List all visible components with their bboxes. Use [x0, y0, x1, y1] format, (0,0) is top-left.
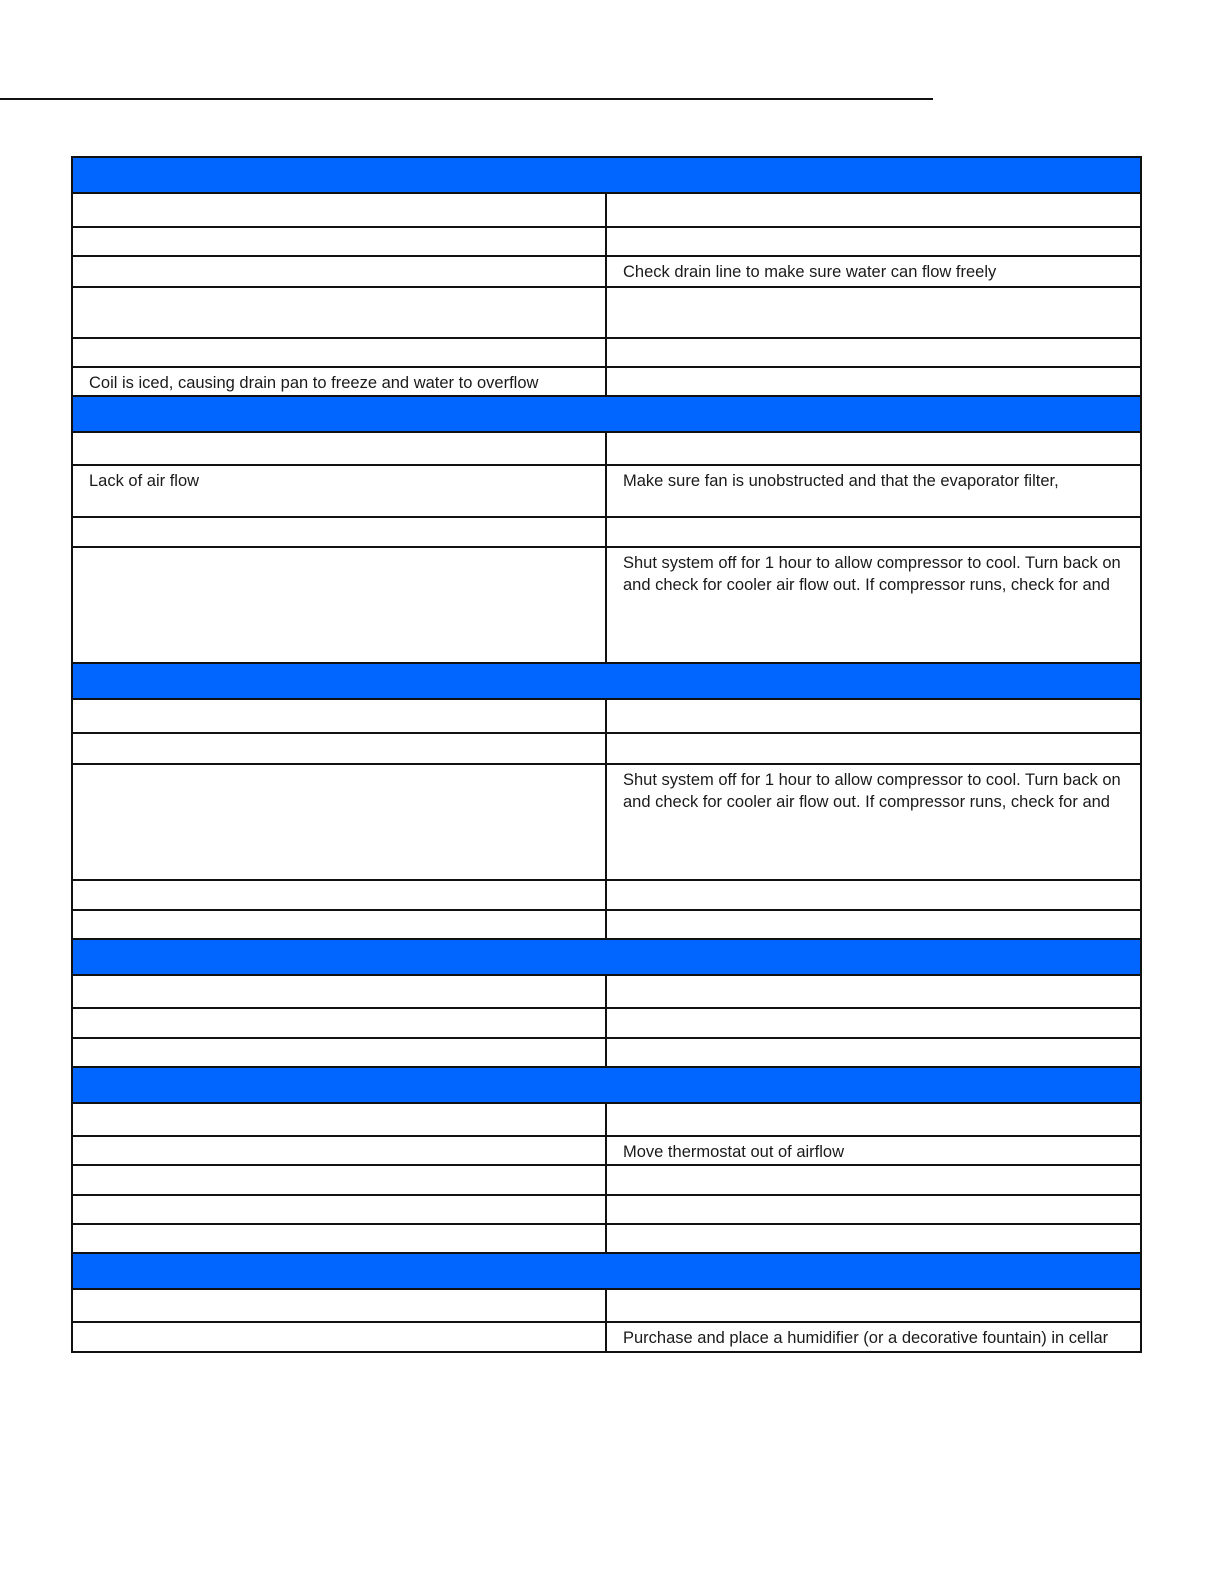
solution-cell [606, 1195, 1141, 1224]
table-row [72, 880, 1141, 910]
problem-cell [72, 193, 606, 227]
section-header [72, 1067, 1141, 1103]
solution-cell [606, 975, 1141, 1008]
problem-cell [72, 764, 606, 880]
problem-cell [72, 1038, 606, 1067]
table-row [72, 764, 1141, 880]
table-row [72, 975, 1141, 1008]
solution-cell: Move thermostat out of airflow [606, 1136, 1141, 1165]
problem-cell [72, 880, 606, 910]
table-row [72, 1165, 1141, 1195]
problem-cell: Lack of air flow [72, 465, 606, 517]
table-row [72, 1038, 1141, 1067]
table-row [72, 1322, 1141, 1352]
solution-cell [606, 227, 1141, 256]
solution-cell: Check drain line to make sure water can flow freely [606, 256, 1141, 287]
section-header [72, 396, 1141, 432]
troubleshooting-table [71, 156, 1142, 1353]
problem-cell [72, 1224, 606, 1253]
problem-cell [72, 256, 606, 287]
solution-cell [606, 1289, 1141, 1322]
solution-cell [606, 287, 1141, 338]
table-row [72, 517, 1141, 547]
table-row [72, 547, 1141, 663]
problem-cell [72, 1103, 606, 1136]
solution-cell: Shut system off for 1 hour to allow compressor to cool. Turn back on and check for cooler air flow out. If compressor runs, check for and [606, 547, 1141, 663]
problem-cell [72, 1322, 606, 1352]
problem-cell [72, 227, 606, 256]
solution-cell: Make sure fan is unobstructed and that the evaporator filter, [606, 465, 1141, 517]
problem-cell [72, 1008, 606, 1038]
top-rule [0, 98, 933, 100]
table-row [72, 1008, 1141, 1038]
table-row [72, 1289, 1141, 1322]
problem-cell [72, 1136, 606, 1165]
table-row [72, 733, 1141, 764]
table-row [72, 1103, 1141, 1136]
section-header [72, 157, 1141, 193]
table-row [72, 910, 1141, 939]
solution-cell [606, 338, 1141, 367]
solution-cell [606, 1103, 1141, 1136]
problem-cell [72, 910, 606, 939]
solution-cell [606, 1224, 1141, 1253]
solution-cell [606, 1165, 1141, 1195]
problem-cell [72, 1165, 606, 1195]
section-header [72, 1253, 1141, 1289]
problem-cell [72, 432, 606, 465]
solution-cell [606, 517, 1141, 547]
table-row [72, 432, 1141, 465]
table-row [72, 287, 1141, 338]
section-header [72, 663, 1141, 699]
table-row [72, 227, 1141, 256]
problem-cell [72, 733, 606, 764]
solution-cell [606, 699, 1141, 733]
solution-cell [606, 1038, 1141, 1067]
solution-cell: Shut system off for 1 hour to allow compressor to cool. Turn back on and check for cooler air flow out. If compressor runs, check for and [606, 764, 1141, 880]
table-row [72, 367, 1141, 396]
problem-cell [72, 699, 606, 733]
solution-cell [606, 367, 1141, 396]
table-row [72, 699, 1141, 733]
solution-cell: Purchase and place a humidifier (or a decorative fountain) in cellar [606, 1322, 1141, 1352]
problem-cell [72, 517, 606, 547]
table-row [72, 256, 1141, 287]
problem-cell: Coil is iced, causing drain pan to freeze and water to overflow [72, 367, 606, 396]
problem-cell [72, 547, 606, 663]
table-row [72, 465, 1141, 517]
solution-cell [606, 1008, 1141, 1038]
problem-cell [72, 338, 606, 367]
solution-cell [606, 910, 1141, 939]
table-row [72, 1136, 1141, 1165]
table-row [72, 1195, 1141, 1224]
problem-cell [72, 287, 606, 338]
solution-cell [606, 880, 1141, 910]
solution-cell [606, 733, 1141, 764]
problem-cell [72, 1195, 606, 1224]
table-row [72, 338, 1141, 367]
problem-cell [72, 975, 606, 1008]
solution-cell [606, 193, 1141, 227]
section-header [72, 939, 1141, 975]
solution-cell [606, 432, 1141, 465]
table-row [72, 1224, 1141, 1253]
table-row [72, 193, 1141, 227]
problem-cell [72, 1289, 606, 1322]
